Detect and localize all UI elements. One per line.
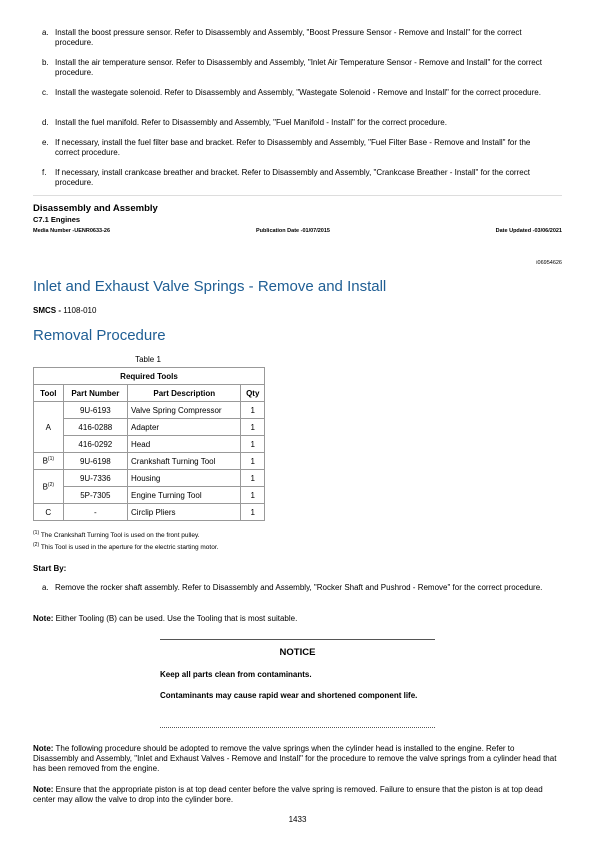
list-item: [42, 58, 557, 78]
required-tools-table: [33, 367, 265, 521]
part-number-cell: -: [63, 504, 127, 521]
tool-cell: [34, 453, 64, 470]
step-text: Install the boost pressure sensor. Refer to Disassembly and Assembly, "Boost Pressure Sensor - Remove and Install" for the correct procedure.: [55, 28, 522, 47]
list-item: [42, 168, 557, 188]
tool-cell: [34, 470, 64, 504]
notice-line-2: Contaminants may cause rapid wear and shortened component life.: [160, 691, 418, 700]
list-item: [42, 88, 557, 98]
page-number: 1433: [288, 815, 307, 824]
step-text: If necessary, install the fuel filter base and bracket. Refer to Disassembly and Assembly, "Fuel Filter Base - Remove and Install" for the correct procedure.: [55, 138, 531, 157]
tool-letter: B: [42, 482, 48, 492]
column-header: Part Description: [128, 385, 241, 402]
note: [33, 785, 562, 805]
step-text: If necessary, install crankcase breather and bracket. Refer to Disassembly and Assembly, "Crankcase Breather - Install" for the correct procedure.: [55, 168, 530, 187]
qty-cell: 1: [241, 470, 265, 487]
footnote: [33, 542, 218, 551]
part-description-cell: Head: [128, 436, 241, 453]
note: [33, 614, 562, 624]
smcs-label: SMCS -: [33, 306, 64, 315]
notice-bottom-rule: [160, 727, 435, 728]
page-title: Inlet and Exhaust Valve Springs - Remove and Install: [33, 278, 387, 295]
doc-title: Disassembly and Assembly: [33, 203, 158, 214]
table-row: [34, 453, 265, 470]
note-text: Either Tooling (B) can be used. Use the Tooling that is most suitable.: [53, 614, 298, 623]
step-letter: f.: [42, 168, 47, 177]
step-text: Install the wastegate solenoid. Refer to Disassembly and Assembly, "Wastegate Solenoid - Remove and Install" for the correct procedure.: [55, 88, 541, 97]
note-label: Note:: [33, 744, 54, 753]
table-header-row: [34, 385, 265, 402]
part-description-cell: Circlip Pliers: [128, 504, 241, 521]
table-title: Required Tools: [34, 368, 265, 385]
part-number-cell: 416-0292: [63, 436, 127, 453]
smcs-value: 1108-010: [63, 306, 97, 315]
note-label: Note:: [33, 785, 54, 794]
note-label: Note:: [33, 614, 54, 623]
media-number: Media Number -UENR0633-26: [33, 228, 111, 234]
qty-cell: 1: [241, 402, 265, 419]
doc-subtitle: C7.1 Engines: [33, 215, 81, 224]
qty-cell: 1: [241, 504, 265, 521]
list-item: [42, 138, 557, 158]
step-letter: b.: [42, 58, 49, 67]
list-item: [42, 583, 557, 593]
step-letter: e.: [42, 138, 49, 147]
tool-letter: B: [42, 456, 48, 466]
part-number-cell: 416-0288: [63, 419, 127, 436]
date-updated: Date Updated -03/06/2021: [495, 228, 562, 234]
table-row: [34, 487, 265, 504]
step-letter: a.: [42, 583, 49, 592]
note: [33, 744, 562, 774]
qty-cell: 1: [241, 436, 265, 453]
footnote-mark: (1): [33, 530, 40, 536]
publication-date: Publication Date -01/07/2015: [256, 228, 330, 234]
footnote-mark: (2): [33, 542, 40, 548]
footnote-ref[interactable]: (2): [47, 481, 55, 488]
table-row: [34, 402, 265, 419]
step-text: Remove the rocker shaft assembly. Refer to Disassembly and Assembly, "Rocker Shaft and Pushrod - Remove" for the correct procedure.: [55, 583, 543, 592]
part-number-cell: 9U-6198: [63, 453, 127, 470]
divider: [33, 195, 562, 196]
table-row: [34, 436, 265, 453]
column-header: Qty: [241, 385, 265, 402]
list-item: [42, 118, 557, 128]
column-header: Tool: [34, 385, 64, 402]
notice-top-rule: [160, 639, 435, 640]
part-number-cell: 9U-6193: [63, 402, 127, 419]
part-description-cell: Adapter: [128, 419, 241, 436]
footnote: [33, 530, 200, 539]
part-description-cell: Housing: [128, 470, 241, 487]
qty-cell: 1: [241, 453, 265, 470]
table-row: [34, 470, 265, 487]
step-letter: a.: [42, 28, 49, 37]
step-letter: c.: [42, 88, 49, 97]
section-title: Removal Procedure: [33, 327, 166, 344]
qty-cell: 1: [241, 419, 265, 436]
notice-heading: NOTICE: [279, 647, 316, 658]
table-row: [34, 504, 265, 521]
step-letter: d.: [42, 118, 49, 127]
smcs-code: [33, 306, 96, 315]
doc-id: i06954626: [536, 260, 562, 266]
note-text: The following procedure should be adopted to remove the valve springs when the cylinder head is installed to the engine. Refer to Disassembly and Assembly, "Inlet and Exhaust Valves - Remove and Install" for the procedure to remove the valve springs from a cylinder head that has been removed from the engine.: [33, 744, 557, 773]
footnote-text: This Tool is used in the aperture for the electric starting motor.: [39, 544, 219, 552]
part-number-cell: 5P-7305: [63, 487, 127, 504]
table-caption: Table 1: [135, 355, 161, 364]
footnote-text: The Crankshaft Turning Tool is used on the front pulley.: [39, 532, 200, 540]
table-row: [34, 419, 265, 436]
tool-cell: A: [34, 402, 64, 453]
part-description-cell: Crankshaft Turning Tool: [128, 453, 241, 470]
footnote-ref[interactable]: (1): [47, 456, 55, 463]
part-number-cell: 9U-7336: [63, 470, 127, 487]
tool-cell: C: [34, 504, 64, 521]
step-text: Install the fuel manifold. Refer to Disassembly and Assembly, "Fuel Manifold - Install" for the correct procedure.: [55, 118, 447, 127]
qty-cell: 1: [241, 487, 265, 504]
notice-line-1: Keep all parts clean from contaminants.: [160, 670, 312, 679]
part-description-cell: Engine Turning Tool: [128, 487, 241, 504]
step-text: Install the air temperature sensor. Refer to Disassembly and Assembly, "Inlet Air Temperature Sensor - Remove and Install" for the correct procedure.: [55, 58, 542, 77]
part-description-cell: Valve Spring Compressor: [128, 402, 241, 419]
start-by-heading: Start By:: [33, 564, 67, 573]
column-header: Part Number: [63, 385, 127, 402]
note-text: Ensure that the appropriate piston is at top dead center before the valve spring is removed. Failure to ensure that the piston is at top dead center may allow the valve to drop into the cylinder bore.: [33, 785, 543, 804]
list-item: [42, 28, 557, 48]
